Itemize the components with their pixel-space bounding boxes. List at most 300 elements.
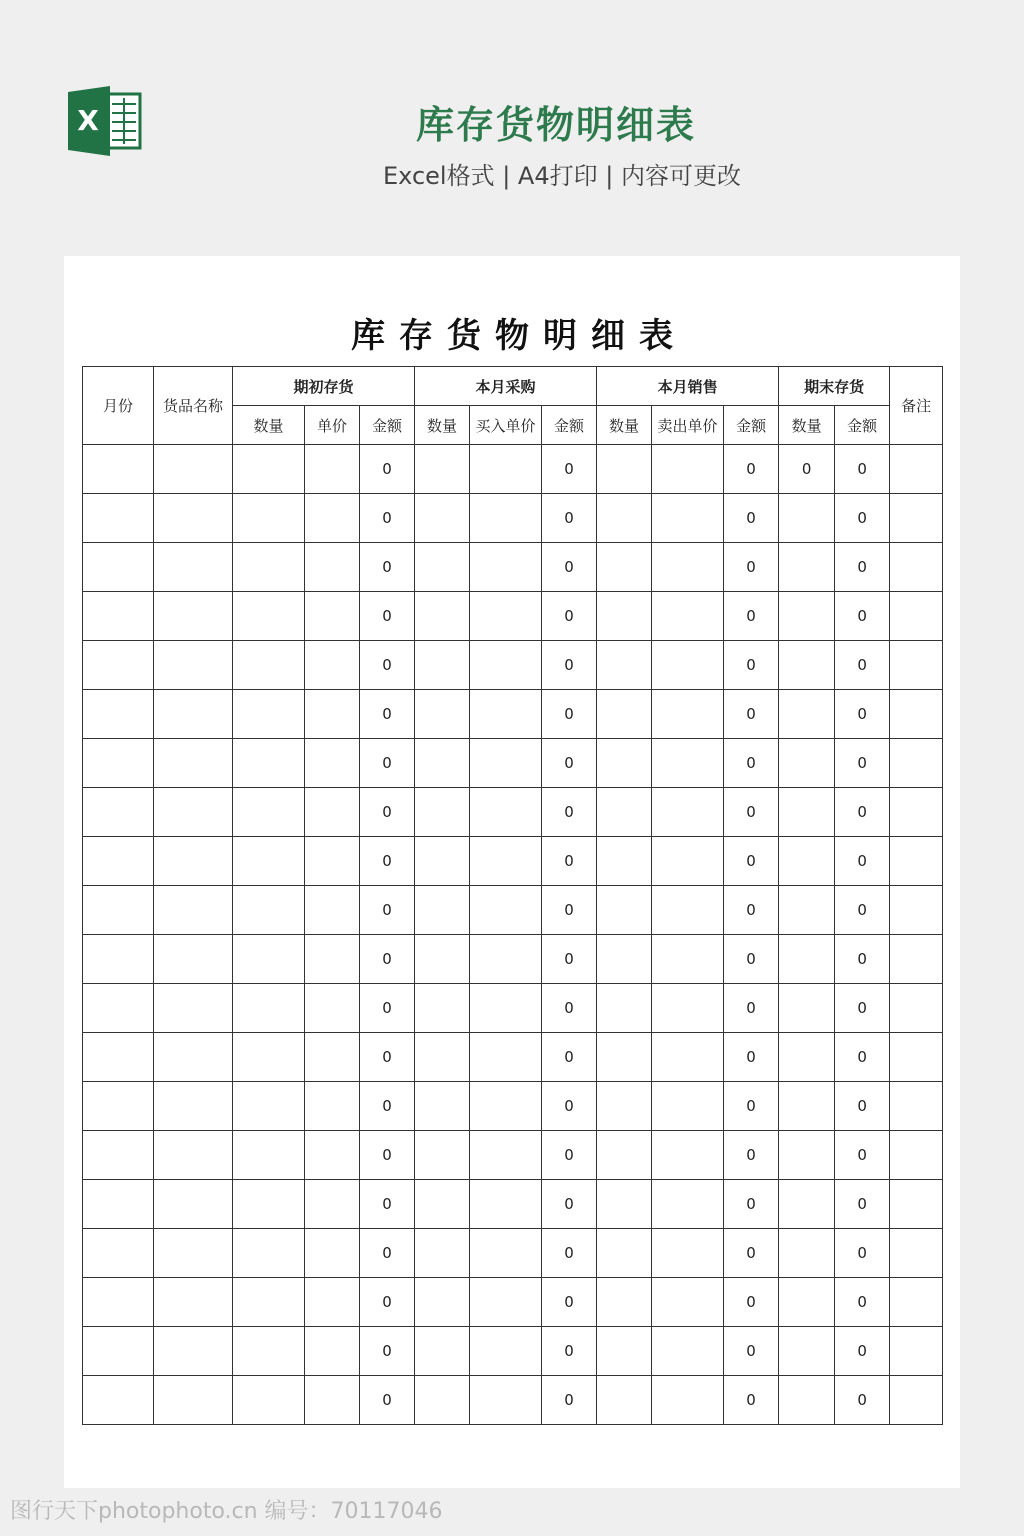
- table-cell[interactable]: [154, 1180, 233, 1229]
- table-cell[interactable]: [890, 984, 943, 1033]
- table-cell[interactable]: [233, 1327, 305, 1376]
- table-cell[interactable]: 0: [542, 494, 597, 543]
- table-cell[interactable]: [470, 739, 542, 788]
- table-cell[interactable]: 0: [835, 837, 890, 886]
- table-cell[interactable]: [779, 1278, 835, 1327]
- table-cell[interactable]: 0: [724, 984, 779, 1033]
- table-cell[interactable]: [154, 641, 233, 690]
- table-cell[interactable]: [597, 592, 652, 641]
- table-cell[interactable]: [154, 1033, 233, 1082]
- table-cell[interactable]: [233, 1033, 305, 1082]
- table-cell[interactable]: [83, 690, 154, 739]
- table-cell[interactable]: 0: [835, 1180, 890, 1229]
- table-cell[interactable]: 0: [542, 1229, 597, 1278]
- table-cell[interactable]: [83, 935, 154, 984]
- table-cell[interactable]: [305, 1180, 360, 1229]
- table-cell[interactable]: [233, 788, 305, 837]
- document-title: 库存货物明细表: [351, 316, 687, 356]
- table-cell[interactable]: [415, 788, 470, 837]
- table-cell[interactable]: [83, 494, 154, 543]
- table-cell[interactable]: [415, 837, 470, 886]
- table-cell[interactable]: [652, 1082, 724, 1131]
- table-cell[interactable]: [652, 1033, 724, 1082]
- table-cell[interactable]: 0: [360, 1229, 415, 1278]
- table-cell[interactable]: [779, 1229, 835, 1278]
- table-cell[interactable]: [305, 1033, 360, 1082]
- table-cell[interactable]: 0: [360, 1131, 415, 1180]
- table-cell[interactable]: 0: [542, 1327, 597, 1376]
- table-cell[interactable]: 0: [542, 837, 597, 886]
- table-cell[interactable]: [83, 592, 154, 641]
- table-cell[interactable]: [652, 837, 724, 886]
- table-cell[interactable]: 0: [835, 886, 890, 935]
- table-cell[interactable]: [154, 690, 233, 739]
- table-cell[interactable]: 0: [835, 445, 890, 494]
- table-cell[interactable]: [597, 788, 652, 837]
- table-cell[interactable]: 0: [542, 1376, 597, 1425]
- table-cell[interactable]: [779, 1327, 835, 1376]
- table-cell[interactable]: [890, 788, 943, 837]
- table-cell[interactable]: [890, 641, 943, 690]
- table-cell[interactable]: [154, 592, 233, 641]
- table-cell[interactable]: [415, 445, 470, 494]
- table-cell[interactable]: [305, 788, 360, 837]
- table-cell[interactable]: 0: [360, 1082, 415, 1131]
- table-cell[interactable]: [779, 935, 835, 984]
- subheader-cell: 金额: [542, 406, 597, 445]
- table-cell[interactable]: [83, 886, 154, 935]
- table-cell[interactable]: [154, 543, 233, 592]
- table-cell[interactable]: [890, 1229, 943, 1278]
- header-title: 库存货物明细表: [415, 103, 696, 147]
- table-cell[interactable]: 0: [360, 1033, 415, 1082]
- table-cell[interactable]: 0: [724, 1180, 779, 1229]
- table-cell[interactable]: [233, 592, 305, 641]
- table-cell[interactable]: [305, 494, 360, 543]
- table-cell[interactable]: [305, 984, 360, 1033]
- table-cell[interactable]: [305, 739, 360, 788]
- table-cell[interactable]: [779, 788, 835, 837]
- table-cell[interactable]: [415, 1327, 470, 1376]
- table-cell[interactable]: [779, 886, 835, 935]
- table-cell[interactable]: 0: [835, 1327, 890, 1376]
- table-cell[interactable]: [305, 1131, 360, 1180]
- table-cell[interactable]: [415, 739, 470, 788]
- table-cell[interactable]: [597, 494, 652, 543]
- table-cell[interactable]: 0: [360, 494, 415, 543]
- table-cell[interactable]: 0: [724, 1082, 779, 1131]
- table-cell[interactable]: [83, 641, 154, 690]
- table-cell[interactable]: [470, 1033, 542, 1082]
- table-row: [83, 739, 943, 788]
- subheader-cell: 金额: [724, 406, 779, 445]
- table-cell[interactable]: [233, 641, 305, 690]
- table-cell[interactable]: 0: [835, 935, 890, 984]
- table-cell[interactable]: [83, 1376, 154, 1425]
- table-cell[interactable]: [779, 984, 835, 1033]
- table-cell[interactable]: 0: [724, 1033, 779, 1082]
- table-body: [83, 445, 943, 1425]
- table-cell[interactable]: [470, 1082, 542, 1131]
- header-cell-note: 备注: [890, 367, 943, 445]
- table-cell[interactable]: [890, 494, 943, 543]
- table-cell[interactable]: 0: [835, 592, 890, 641]
- table-cell[interactable]: 0: [835, 690, 890, 739]
- table-cell[interactable]: 0: [835, 1229, 890, 1278]
- table-cell[interactable]: [470, 788, 542, 837]
- table-cell[interactable]: [305, 886, 360, 935]
- table-cell[interactable]: [415, 641, 470, 690]
- table-cell[interactable]: [890, 1278, 943, 1327]
- table-cell[interactable]: [890, 1033, 943, 1082]
- table-cell[interactable]: 0: [724, 1131, 779, 1180]
- table-cell[interactable]: [83, 1327, 154, 1376]
- table-cell[interactable]: [233, 494, 305, 543]
- table-cell[interactable]: 0: [542, 788, 597, 837]
- table-cell[interactable]: [470, 1278, 542, 1327]
- table-cell[interactable]: 0: [724, 788, 779, 837]
- table-cell[interactable]: [470, 1180, 542, 1229]
- table-cell[interactable]: [154, 837, 233, 886]
- table-row: [83, 984, 943, 1033]
- table-cell[interactable]: 0: [542, 592, 597, 641]
- table-cell[interactable]: [154, 886, 233, 935]
- table-cell[interactable]: [83, 984, 154, 1033]
- table-cell[interactable]: 0: [542, 886, 597, 935]
- table-cell[interactable]: [470, 445, 542, 494]
- table-row: [83, 1082, 943, 1131]
- table-cell[interactable]: 0: [724, 494, 779, 543]
- table-cell[interactable]: [154, 739, 233, 788]
- table-cell[interactable]: [233, 543, 305, 592]
- table-cell[interactable]: 0: [360, 1376, 415, 1425]
- table-cell[interactable]: [233, 1131, 305, 1180]
- table-cell[interactable]: 0: [360, 1278, 415, 1327]
- table-cell[interactable]: [890, 1376, 943, 1425]
- table-cell[interactable]: [652, 739, 724, 788]
- table-cell[interactable]: [779, 543, 835, 592]
- table-row: [83, 1131, 943, 1180]
- table-cell[interactable]: [890, 1131, 943, 1180]
- table-cell[interactable]: 0: [542, 1131, 597, 1180]
- table-cell[interactable]: [83, 837, 154, 886]
- table-cell[interactable]: 0: [724, 1376, 779, 1425]
- table-cell[interactable]: [779, 641, 835, 690]
- table-cell[interactable]: [233, 690, 305, 739]
- table-row: [83, 494, 943, 543]
- table-cell[interactable]: [597, 739, 652, 788]
- table-cell[interactable]: [415, 1131, 470, 1180]
- table-cell[interactable]: [154, 445, 233, 494]
- table-row: [83, 788, 943, 837]
- table-cell[interactable]: [83, 543, 154, 592]
- table-cell[interactable]: [305, 592, 360, 641]
- table-cell[interactable]: [305, 837, 360, 886]
- table-cell[interactable]: [597, 1278, 652, 1327]
- table-cell[interactable]: [83, 788, 154, 837]
- table-cell[interactable]: [415, 494, 470, 543]
- table-cell[interactable]: [305, 641, 360, 690]
- table-cell[interactable]: [652, 1376, 724, 1425]
- table-cell[interactable]: 0: [542, 445, 597, 494]
- table-cell[interactable]: [154, 1082, 233, 1131]
- table-cell[interactable]: [470, 1327, 542, 1376]
- table-cell[interactable]: [233, 1278, 305, 1327]
- table-cell[interactable]: 0: [724, 690, 779, 739]
- table-cell[interactable]: 0: [835, 1033, 890, 1082]
- table-cell[interactable]: [305, 690, 360, 739]
- table-cell[interactable]: [154, 494, 233, 543]
- table-cell[interactable]: 0: [835, 1082, 890, 1131]
- table-cell[interactable]: 0: [835, 984, 890, 1033]
- table-cell[interactable]: [597, 641, 652, 690]
- table-cell[interactable]: [233, 935, 305, 984]
- table-cell[interactable]: [779, 690, 835, 739]
- subheader-cell: 金额: [835, 406, 890, 445]
- table-cell[interactable]: [597, 1082, 652, 1131]
- table-cell[interactable]: [890, 886, 943, 935]
- table-cell[interactable]: [652, 1278, 724, 1327]
- table-cell[interactable]: [597, 1180, 652, 1229]
- table-cell[interactable]: [890, 690, 943, 739]
- table-cell[interactable]: 0: [542, 690, 597, 739]
- table-cell[interactable]: 0: [360, 543, 415, 592]
- table-cell[interactable]: [233, 739, 305, 788]
- table-cell[interactable]: 0: [360, 690, 415, 739]
- table-cell[interactable]: [470, 1131, 542, 1180]
- table-cell[interactable]: [890, 445, 943, 494]
- table-cell[interactable]: [652, 592, 724, 641]
- table-cell[interactable]: [779, 1376, 835, 1425]
- table-cell[interactable]: [470, 837, 542, 886]
- table-cell[interactable]: [415, 690, 470, 739]
- table-cell[interactable]: [305, 1327, 360, 1376]
- table-cell[interactable]: [597, 935, 652, 984]
- table-cell[interactable]: [779, 592, 835, 641]
- table-cell[interactable]: [415, 984, 470, 1033]
- table-cell[interactable]: [890, 837, 943, 886]
- table-cell[interactable]: [890, 1180, 943, 1229]
- table-cell[interactable]: [154, 1229, 233, 1278]
- table-cell[interactable]: [154, 1131, 233, 1180]
- table-cell[interactable]: 0: [724, 592, 779, 641]
- table-cell[interactable]: [415, 1229, 470, 1278]
- table-cell[interactable]: [890, 592, 943, 641]
- table-cell[interactable]: [597, 1327, 652, 1376]
- table-cell[interactable]: 0: [724, 1229, 779, 1278]
- table-cell[interactable]: [652, 886, 724, 935]
- table-cell[interactable]: [154, 984, 233, 1033]
- table-cell[interactable]: [305, 445, 360, 494]
- table-cell[interactable]: [415, 1376, 470, 1425]
- table-cell[interactable]: 0: [542, 1180, 597, 1229]
- table-cell[interactable]: 0: [542, 1278, 597, 1327]
- table-cell[interactable]: [470, 690, 542, 739]
- table-cell[interactable]: 0: [360, 1180, 415, 1229]
- table-cell[interactable]: 0: [835, 543, 890, 592]
- table-cell[interactable]: [779, 494, 835, 543]
- table-cell[interactable]: 0: [542, 1082, 597, 1131]
- table-cell[interactable]: [597, 1229, 652, 1278]
- table-cell[interactable]: [779, 1131, 835, 1180]
- subheader-cell: 数量: [233, 406, 305, 445]
- table-cell[interactable]: [652, 1229, 724, 1278]
- table-cell[interactable]: [415, 1278, 470, 1327]
- svg-text:X: X: [77, 104, 99, 137]
- table-cell[interactable]: [415, 1033, 470, 1082]
- table-cell[interactable]: [652, 494, 724, 543]
- table-cell[interactable]: [597, 543, 652, 592]
- table-cell[interactable]: [415, 592, 470, 641]
- table-cell[interactable]: [154, 1327, 233, 1376]
- table-cell[interactable]: 0: [724, 1278, 779, 1327]
- table-cell[interactable]: [83, 1180, 154, 1229]
- table-cell[interactable]: [233, 886, 305, 935]
- table-cell[interactable]: [597, 1033, 652, 1082]
- table-cell[interactable]: 0: [360, 641, 415, 690]
- table-cell[interactable]: [233, 1180, 305, 1229]
- table-cell[interactable]: [652, 1180, 724, 1229]
- table-cell[interactable]: 0: [360, 788, 415, 837]
- table-cell[interactable]: [597, 984, 652, 1033]
- table-cell[interactable]: [890, 1327, 943, 1376]
- table-cell[interactable]: [470, 935, 542, 984]
- table-cell[interactable]: 0: [542, 935, 597, 984]
- table-cell[interactable]: 0: [360, 837, 415, 886]
- table-cell[interactable]: [890, 1082, 943, 1131]
- table-cell[interactable]: 0: [779, 445, 835, 494]
- table-cell[interactable]: [83, 739, 154, 788]
- table-cell[interactable]: [652, 543, 724, 592]
- table-cell[interactable]: 0: [835, 1131, 890, 1180]
- table-cell[interactable]: [652, 1131, 724, 1180]
- table-cell[interactable]: [154, 1278, 233, 1327]
- table-row: [83, 690, 943, 739]
- table-cell[interactable]: [415, 543, 470, 592]
- table-cell[interactable]: 0: [724, 445, 779, 494]
- table-cell[interactable]: 0: [542, 984, 597, 1033]
- header-subtitle: Excel格式 | A4打印 | 内容可更改: [383, 162, 741, 190]
- table-cell[interactable]: [597, 886, 652, 935]
- table-cell[interactable]: 0: [835, 1376, 890, 1425]
- table-cell[interactable]: [154, 1376, 233, 1425]
- table-cell[interactable]: [597, 445, 652, 494]
- table-cell[interactable]: 0: [360, 592, 415, 641]
- table-cell[interactable]: [652, 690, 724, 739]
- table-cell[interactable]: [305, 1229, 360, 1278]
- table-cell[interactable]: [652, 1327, 724, 1376]
- table-cell[interactable]: 0: [360, 1327, 415, 1376]
- table-cell[interactable]: 0: [724, 641, 779, 690]
- table-cell[interactable]: [470, 592, 542, 641]
- table-cell[interactable]: [305, 1278, 360, 1327]
- table-cell[interactable]: [470, 641, 542, 690]
- table-cell[interactable]: [233, 1376, 305, 1425]
- table-cell[interactable]: [83, 445, 154, 494]
- table-cell[interactable]: 0: [724, 739, 779, 788]
- table-cell[interactable]: [305, 543, 360, 592]
- table-cell[interactable]: [890, 739, 943, 788]
- table-cell[interactable]: [470, 1229, 542, 1278]
- table-cell[interactable]: [470, 984, 542, 1033]
- subheader-cell: 买入单价: [470, 406, 542, 445]
- table-cell[interactable]: [652, 788, 724, 837]
- table-cell[interactable]: 0: [542, 739, 597, 788]
- table-cell[interactable]: 0: [724, 886, 779, 935]
- table-cell[interactable]: 0: [724, 1327, 779, 1376]
- table-cell[interactable]: [233, 1082, 305, 1131]
- table-cell[interactable]: [233, 984, 305, 1033]
- table-cell[interactable]: [470, 543, 542, 592]
- table-cell[interactable]: [779, 1033, 835, 1082]
- table-cell[interactable]: 0: [542, 641, 597, 690]
- table-cell[interactable]: [597, 837, 652, 886]
- table-cell[interactable]: [154, 935, 233, 984]
- table-cell[interactable]: [779, 1082, 835, 1131]
- table-cell[interactable]: 0: [724, 935, 779, 984]
- table-cell[interactable]: [83, 1082, 154, 1131]
- table-cell[interactable]: [652, 445, 724, 494]
- table-cell[interactable]: [83, 1033, 154, 1082]
- table-cell[interactable]: [652, 935, 724, 984]
- table-cell[interactable]: [470, 1376, 542, 1425]
- table-cell[interactable]: [890, 935, 943, 984]
- table-cell[interactable]: 0: [835, 641, 890, 690]
- table-cell[interactable]: [233, 837, 305, 886]
- table-row: [83, 1229, 943, 1278]
- table-cell[interactable]: 0: [835, 739, 890, 788]
- table-cell[interactable]: [597, 690, 652, 739]
- table-cell[interactable]: [415, 935, 470, 984]
- table-cell[interactable]: [779, 837, 835, 886]
- table-cell[interactable]: 0: [360, 445, 415, 494]
- table-cell[interactable]: [415, 1180, 470, 1229]
- table-cell[interactable]: 0: [724, 837, 779, 886]
- table-cell[interactable]: [233, 1229, 305, 1278]
- table-cell[interactable]: [652, 984, 724, 1033]
- table-cell[interactable]: 0: [542, 1033, 597, 1082]
- subheader-cell: 数量: [415, 406, 470, 445]
- table-cell[interactable]: [470, 886, 542, 935]
- table-cell[interactable]: [154, 788, 233, 837]
- table-cell[interactable]: 0: [360, 935, 415, 984]
- table-cell[interactable]: 0: [835, 788, 890, 837]
- table-cell[interactable]: [597, 1131, 652, 1180]
- table-cell[interactable]: [779, 739, 835, 788]
- table-cell[interactable]: [305, 1376, 360, 1425]
- table-cell[interactable]: [470, 494, 542, 543]
- table-cell[interactable]: [305, 1082, 360, 1131]
- table-cell[interactable]: [83, 1131, 154, 1180]
- table-cell[interactable]: 0: [360, 886, 415, 935]
- table-cell[interactable]: [305, 935, 360, 984]
- table-cell[interactable]: [890, 543, 943, 592]
- table-cell[interactable]: [83, 1278, 154, 1327]
- table-cell[interactable]: 0: [724, 543, 779, 592]
- table-cell[interactable]: 0: [360, 984, 415, 1033]
- table-cell[interactable]: [415, 886, 470, 935]
- table-cell[interactable]: [233, 445, 305, 494]
- table-cell[interactable]: 0: [360, 739, 415, 788]
- table-cell[interactable]: [652, 641, 724, 690]
- table-cell[interactable]: [83, 1229, 154, 1278]
- table-cell[interactable]: [779, 1180, 835, 1229]
- table-cell[interactable]: [597, 1376, 652, 1425]
- table-cell[interactable]: 0: [835, 494, 890, 543]
- table-cell[interactable]: [415, 1082, 470, 1131]
- table-cell[interactable]: 0: [835, 1278, 890, 1327]
- table-cell[interactable]: 0: [542, 543, 597, 592]
